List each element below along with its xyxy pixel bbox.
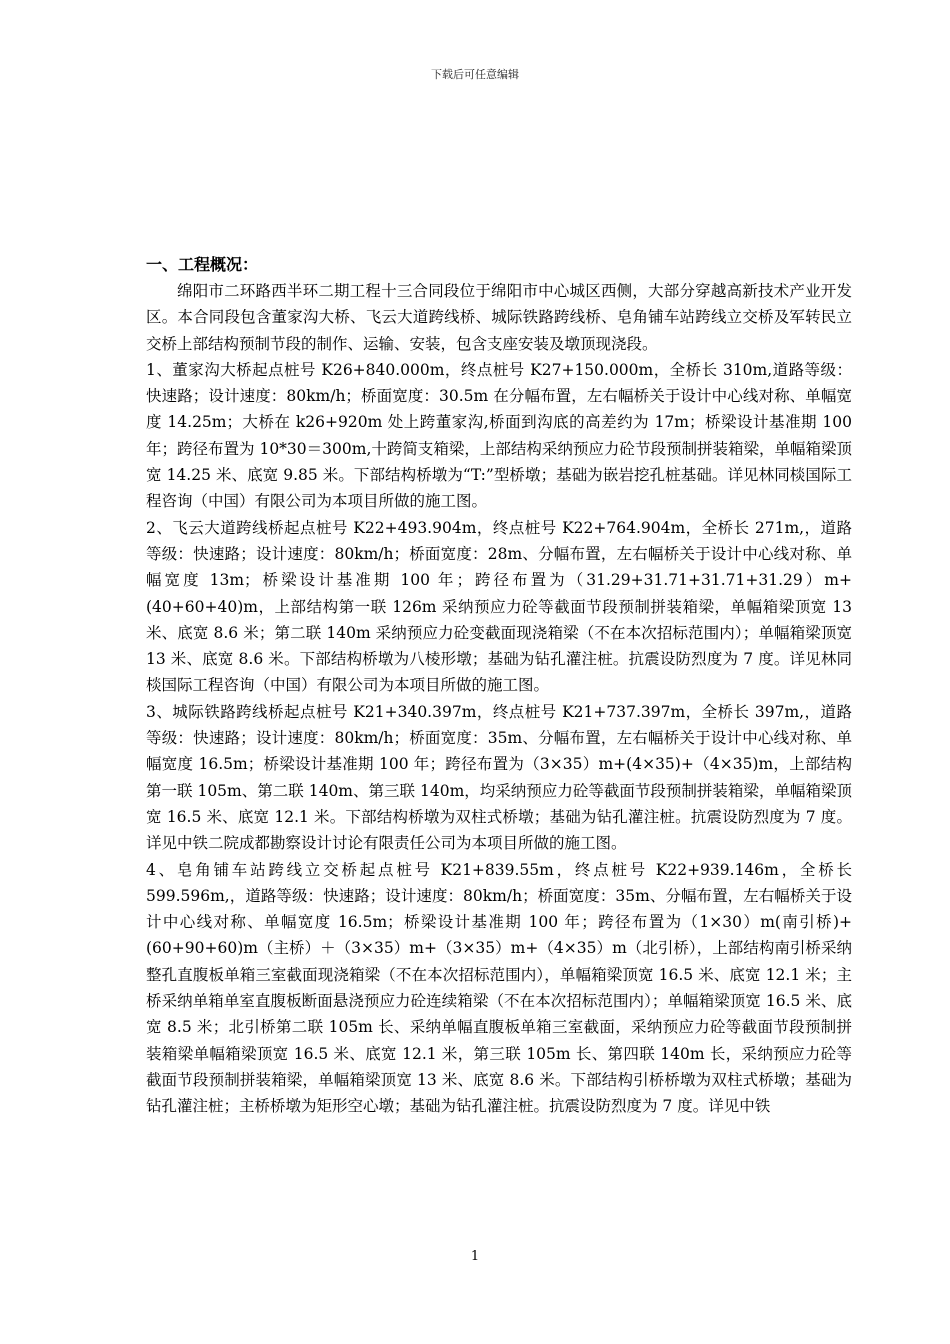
document-body	[146, 252, 852, 1120]
page-header: 下载后可任意编辑	[431, 68, 519, 81]
bridge-item-3: 3、城际铁路跨线桥起点桩号 K21+340.397m，终点桩号 K21+737.397m，全桥长 397m,，道路等级：快速路；设计速度：80km/h；桥面宽度：35m、分幅布置，左右幅桥关于设计中心线对称、单幅宽度 16.5m；桥梁设计基准期 100 年；跨径布置为（3×35）m+(4×35)+（4×35)m，上部结构第一联 105m、第二联 140m、第三联 140m，均采纳预应力砼等截面节段预制拼装箱梁，单幅箱梁顶宽 16.5 米、底宽 12.1 米。下部结构桥墩为双柱式桥墩；基础为钻孔灌注桩。抗震设防烈度为 7 度。详见中铁二院成都勘察设计讨论有限责任公司为本项目所做的施工图。	[146, 702, 852, 853]
bridge-item-4: 4、皂角铺车站跨线立交桥起点桩号 K21+839.55m，终点桩号 K22+939.146m，全桥长 599.596m,，道路等级：快速路；设计速度：80km/h；桥面宽度：35m、分幅布置，左右幅桥关于设计中心线对称、单幅宽度 16.5m；桥梁设计基准期 100 年；跨径布置为（1×30）m(南引桥)+(60+90+60)m（主桥）＋（3×35）m+（3×35）m+（4×35）m（北引桥），上部结构南引桥采纳整孔直腹板单箱三室截面现浇箱梁（不在本次招标范围内），单幅箱梁顶宽 16.5 米、底宽 12.1 米；主桥采纳单箱单室直腹板断面悬浇预应力砼连续箱梁（不在本次招标范围内）；单幅箱梁顶宽 16.5 米、底宽 8.5 米；北引桥第二联 105m 长、采纳单幅直腹板单箱三室截面，采纳预应力砼等截面节段预制拼装箱梁单幅箱梁顶宽 16.5 米、底宽 12.1 米，第三联 105m 长、第四联 140m 长，采纳预应力砼等截面节段预制拼装箱梁，单幅箱梁顶宽 13 米、底宽 8.6 米。下部结构引桥桥墩为双柱式桥墩；基础为钻孔灌注桩；主桥桥墩为矩形空心墩；基础为钻孔灌注桩。抗震设防烈度为 7 度。详见中铁	[146, 860, 852, 1116]
bridge-item-1: 1、董家沟大桥起点桩号 K26+840.000m，终点桩号 K27+150.000m，全桥长 310m,道路等级：快速路；设计速度：80km/h；桥面宽度：30.5m 在分幅布置，左右幅桥关于设计中心线对称、单幅宽度 14.25m；大桥在 k26+920m 处上跨董家沟,桥面到沟底的高差约为 17m；桥梁设计基准期 100 年；跨径布置为 10*30＝300m,十跨简支箱梁，上部结构采纳预应力砼节段预制拼装箱梁，单幅箱梁顶宽 14.25 米、底宽 9.85 米。下部结构桥墩为“T:”型桥墩；基础为嵌岩挖孔桩基础。详见林同棪国际工程咨询（中国）有限公司为本项目所做的施工图。	[146, 360, 852, 511]
page-number: 1	[470, 1249, 480, 1264]
intro-paragraph: 绵阳市二环路西半环二期工程十三合同段位于绵阳市中心城区西侧，大部分穿越高新技术产业开发区。本合同段包含董家沟大桥、飞云大道跨线桥、城际铁路跨线桥、皂角铺车站跨线立交桥及军转民立交桥上部结构预制节段的制作、运输、安装，包含支座安装及墩顶现浇段。	[146, 282, 852, 353]
bridge-item-2: 2、飞云大道跨线桥起点桩号 K22+493.904m，终点桩号 K22+764.904m，全桥长 271m,，道路等级：快速路；设计速度：80km/h；桥面宽度：28m、分幅布置，左右幅桥关于设计中心线对称、单幅宽度 13m；桥梁设计基准期 100 年；跨径布置为（31.29+31.71+31.71+31.29）m+(40+60+40)m，上部结构第一联 126m 采纳预应力砼等截面节段预制拼装箱梁，单幅箱梁顶宽 13 米、底宽 8.6 米；第二联 140m 采纳预应力砼变截面现浇箱梁（不在本次招标范围内）；单幅箱梁顶宽 13 米、底宽 8.6 米。下部结构桥墩为八棱形墩；基础为钻孔灌注桩。抗震设防烈度为 7 度。详见林同棪国际工程咨询（中国）有限公司为本项目所做的施工图。	[146, 518, 852, 695]
section-heading: 一、工程概况：	[146, 255, 259, 274]
